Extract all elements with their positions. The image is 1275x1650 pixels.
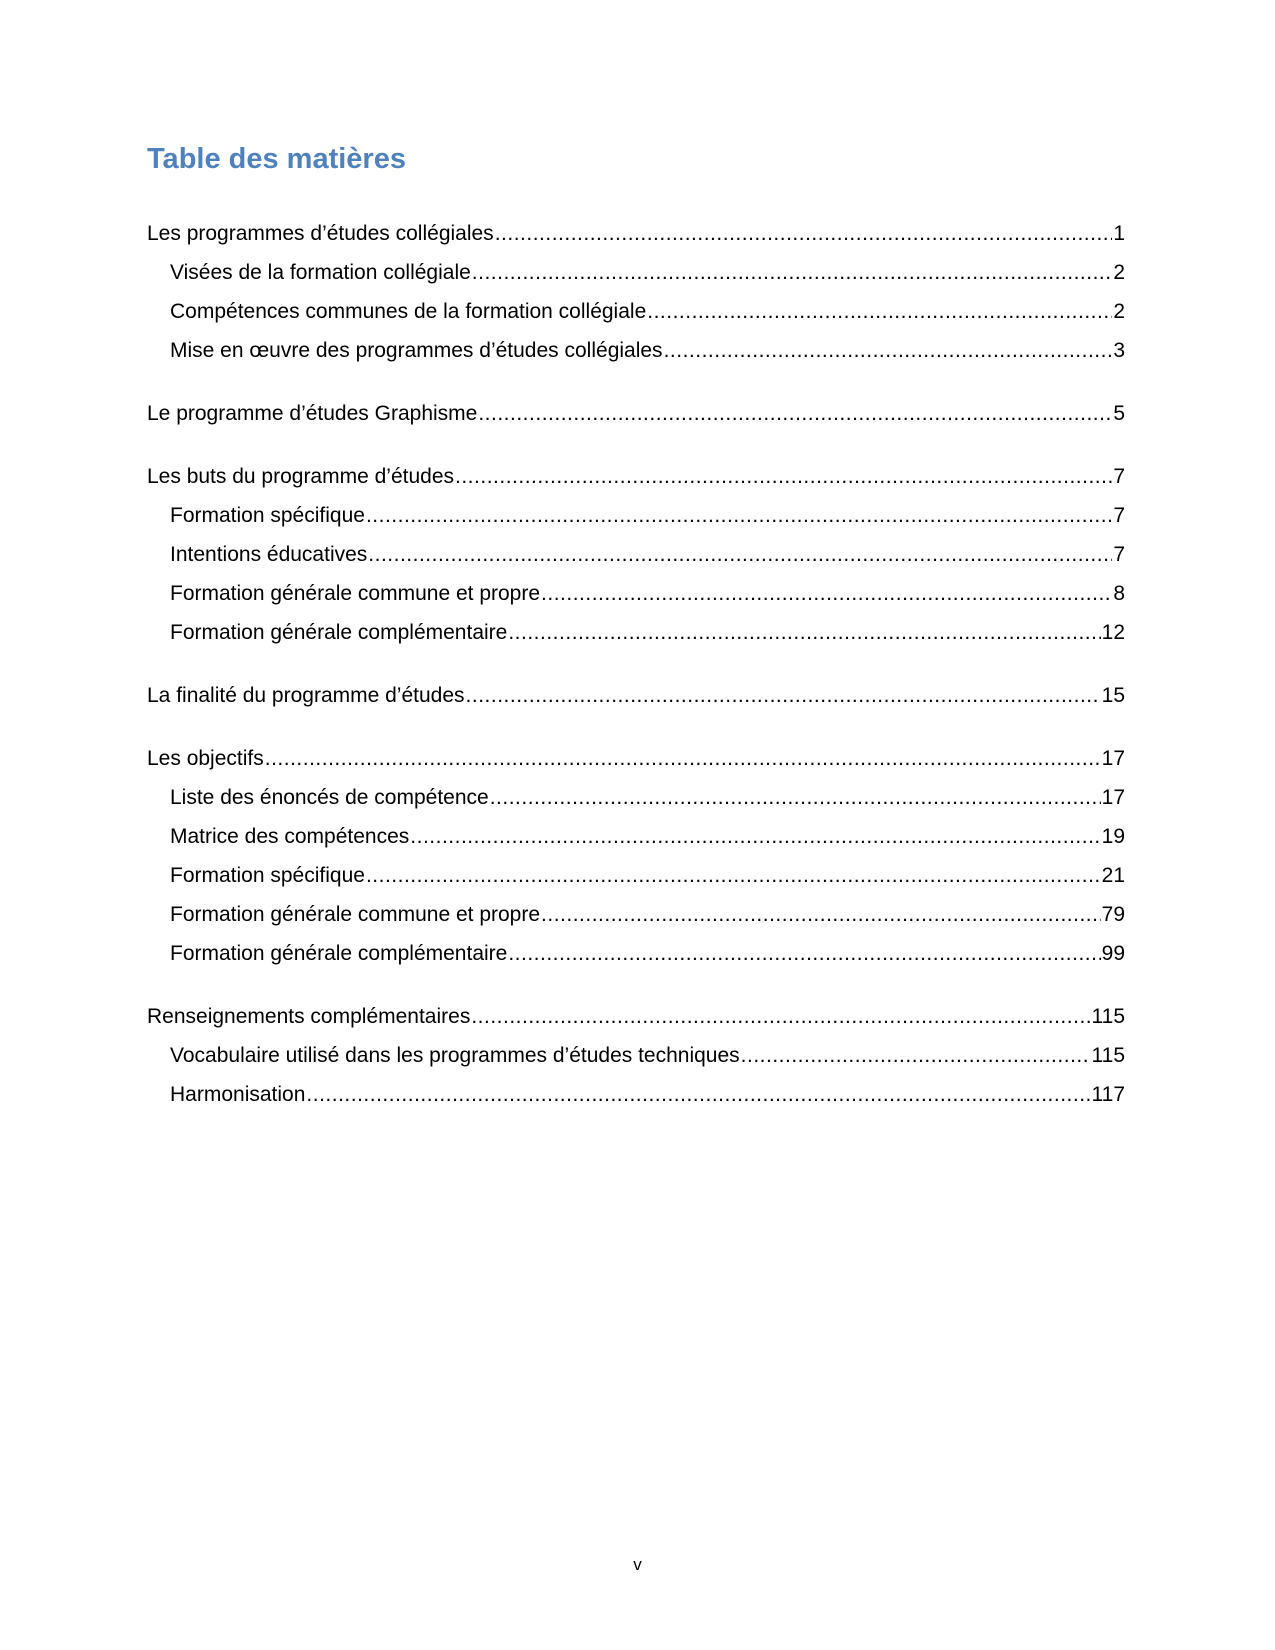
toc-dot-leader [455, 457, 1112, 496]
toc-entry-page: 99 [1101, 942, 1125, 965]
toc-group [147, 676, 1125, 715]
toc-subentry[interactable] [147, 856, 1125, 895]
toc-entry-label: Formation générale complémentaire [170, 942, 508, 965]
toc-entry-label: Le programme d’études Graphisme [147, 402, 478, 425]
toc-dot-leader [471, 997, 1090, 1036]
toc-subentry[interactable] [147, 778, 1125, 817]
toc-subentry[interactable] [147, 613, 1125, 652]
toc-group [147, 997, 1125, 1114]
toc-subentry[interactable] [147, 1075, 1125, 1114]
toc-entry-page: 3 [1113, 339, 1125, 362]
toc-entry-label: Intentions éducatives [170, 543, 368, 566]
toc-subentry[interactable] [147, 292, 1125, 331]
toc-dot-leader [741, 1036, 1091, 1075]
toc-subentry[interactable] [147, 895, 1125, 934]
toc-entry-page: 15 [1101, 684, 1125, 707]
toc-entry-page: 17 [1101, 786, 1125, 809]
toc-subentry[interactable] [147, 817, 1125, 856]
toc-entry-label: Les objectifs [147, 747, 264, 770]
toc-entry-page: 21 [1101, 864, 1125, 887]
toc-entry-label: Les buts du programme d’études [147, 465, 455, 488]
toc-subentry[interactable] [147, 331, 1125, 370]
toc-entry-page: 79 [1101, 903, 1125, 926]
toc-entry-page: 115 [1091, 1044, 1125, 1067]
toc-subentry[interactable] [147, 1036, 1125, 1075]
toc-entry-label: Formation générale complémentaire [170, 621, 508, 644]
toc-dot-leader [541, 895, 1101, 934]
toc-entry-label: Liste des énoncés de compétence [170, 786, 489, 809]
toc-entry-page: 19 [1101, 825, 1125, 848]
toc-entry-page: 17 [1101, 747, 1125, 770]
toc-entry-page: 7 [1113, 543, 1125, 566]
toc-entry-label: Renseignements complémentaires [147, 1005, 471, 1028]
toc-dot-leader [306, 1075, 1090, 1114]
toc-subentry[interactable] [147, 535, 1125, 574]
toc-entry-label: Compétences communes de la formation collégiale [170, 300, 647, 323]
toc-entry-page: 115 [1091, 1005, 1125, 1028]
toc-entry-page: 5 [1113, 402, 1125, 425]
toc-subentry[interactable] [147, 574, 1125, 613]
toc-subentry[interactable] [147, 496, 1125, 535]
page-number: v [633, 1555, 642, 1574]
toc-entry-page: 8 [1113, 582, 1125, 605]
toc-dot-leader [366, 496, 1112, 535]
toc-entry-label: Mise en œuvre des programmes d’études collégiales [170, 339, 663, 362]
table-of-contents [147, 214, 1125, 1138]
toc-dot-leader [490, 778, 1101, 817]
toc-entry-page: 7 [1113, 465, 1125, 488]
toc-dot-leader [466, 676, 1101, 715]
toc-entry-label: Formation spécifique [170, 504, 365, 527]
toc-dot-leader [508, 934, 1100, 973]
toc-dot-leader [478, 394, 1112, 433]
toc-dot-leader [410, 817, 1100, 856]
toc-dot-leader [664, 331, 1113, 370]
toc-dot-leader [508, 613, 1100, 652]
toc-entry[interactable] [147, 214, 1125, 253]
toc-entry-label: Visées de la formation collégiale [170, 261, 471, 284]
toc-group [147, 214, 1125, 370]
toc-dot-leader [366, 856, 1101, 895]
toc-group [147, 394, 1125, 433]
toc-entry-label: Formation spécifique [170, 864, 365, 887]
toc-entry-page: 1 [1113, 222, 1125, 245]
page-title: Table des matières [147, 143, 406, 175]
toc-dot-leader [495, 214, 1113, 253]
toc-entry-page: 2 [1113, 300, 1125, 323]
toc-dot-leader [647, 292, 1112, 331]
toc-dot-leader [541, 574, 1112, 613]
toc-entry[interactable] [147, 997, 1125, 1036]
toc-dot-leader [368, 535, 1112, 574]
toc-entry-page: 117 [1091, 1083, 1125, 1106]
toc-group [147, 457, 1125, 652]
toc-entry-label: Formation générale commune et propre [170, 903, 541, 926]
toc-entry[interactable] [147, 394, 1125, 433]
toc-entry-label: La finalité du programme d’études [147, 684, 465, 707]
toc-dot-leader [472, 253, 1113, 292]
toc-entry[interactable] [147, 676, 1125, 715]
toc-entry-page: 12 [1101, 621, 1125, 644]
toc-entry-label: Matrice des compétences [170, 825, 410, 848]
toc-entry-label: Les programmes d’études collégiales [147, 222, 494, 245]
toc-entry[interactable] [147, 457, 1125, 496]
toc-entry-page: 7 [1113, 504, 1125, 527]
toc-subentry[interactable] [147, 934, 1125, 973]
toc-entry-label: Harmonisation [170, 1083, 306, 1106]
toc-entry[interactable] [147, 739, 1125, 778]
toc-dot-leader [265, 739, 1101, 778]
toc-entry-page: 2 [1113, 261, 1125, 284]
toc-entry-label: Vocabulaire utilisé dans les programmes d’études techniques [170, 1044, 740, 1067]
toc-subentry[interactable] [147, 253, 1125, 292]
toc-entry-label: Formation générale commune et propre [170, 582, 541, 605]
toc-group [147, 739, 1125, 973]
